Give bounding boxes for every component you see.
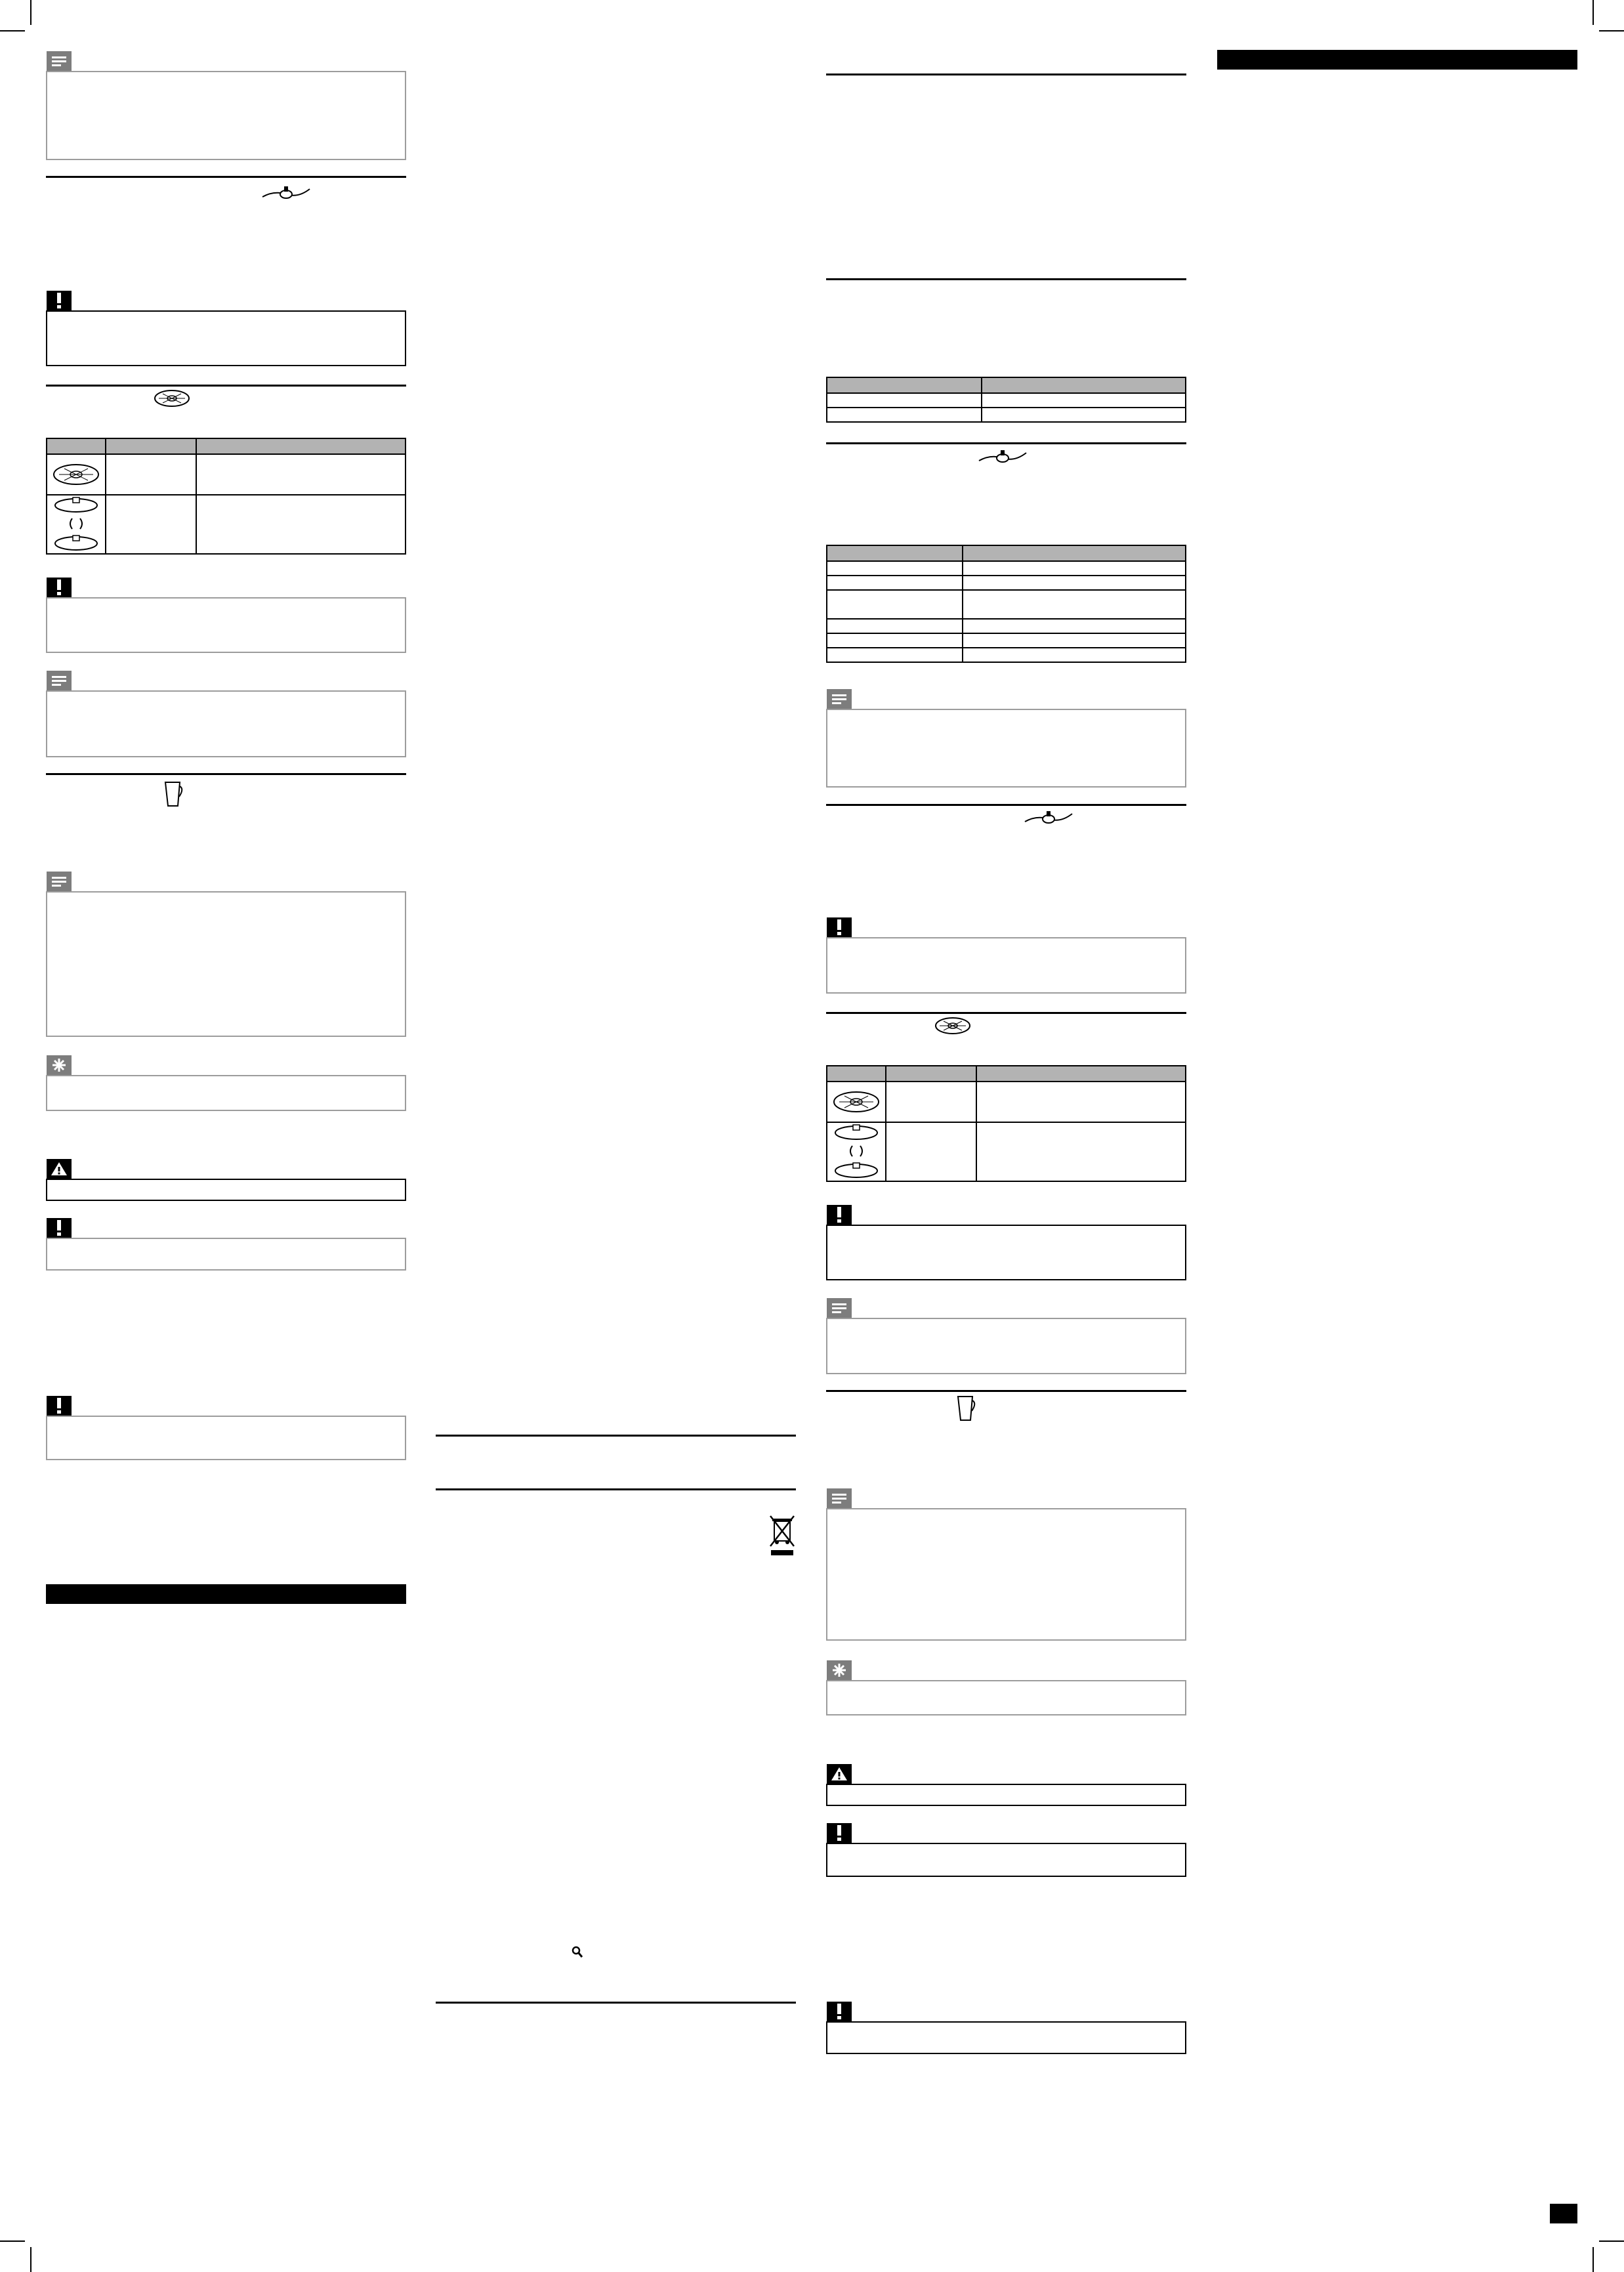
note-icon (51, 675, 67, 686)
warning-box (826, 1784, 1186, 1806)
crop-mark-bottom-left-h (0, 2240, 25, 2242)
crop-mark-top-right-v (1593, 0, 1594, 25)
table-row (827, 1082, 1186, 1122)
note-box (826, 1318, 1186, 1374)
crop-mark-top-left-h (0, 30, 25, 32)
note-icon (831, 693, 847, 705)
note-box (46, 891, 406, 1037)
note-tag (47, 872, 72, 891)
caution-box (46, 310, 406, 366)
crop-mark-top-left-v (30, 0, 31, 25)
note-icon (831, 1492, 847, 1504)
section-rule (826, 1012, 1186, 1014)
magnifier-icon (572, 1946, 583, 1959)
section-rule (436, 1488, 796, 1490)
note-icon (51, 875, 67, 887)
note-box (826, 1508, 1186, 1641)
table-header-row (47, 438, 406, 454)
warning-triangle-icon (51, 1162, 68, 1176)
tip-asterisk-icon (52, 1058, 66, 1072)
tip-box (826, 1680, 1186, 1715)
note-icon (51, 55, 67, 67)
caution-box (826, 937, 1186, 994)
caution-tag (47, 578, 72, 597)
disc-icon (934, 1016, 971, 1036)
reversible-disc-icon (51, 496, 101, 553)
table-row (827, 393, 1186, 408)
table-row (827, 619, 1186, 633)
note-tag (827, 1488, 852, 1508)
table-row (47, 454, 406, 495)
section-rule (826, 442, 1186, 444)
note-tag (827, 1298, 852, 1318)
caution-tag (827, 917, 852, 937)
exclamation-icon (836, 919, 843, 935)
chopping-blade-icon (978, 448, 1028, 469)
crop-mark-top-right-h (1599, 30, 1624, 32)
blender-jar-icon (955, 1394, 978, 1423)
tip-tag (827, 1660, 852, 1680)
caution-tag (47, 1396, 72, 1416)
disc-icon (154, 389, 190, 408)
blender-jar-icon (163, 780, 185, 809)
note-icon (831, 1302, 847, 1314)
spec-table (826, 377, 1186, 423)
table-row (827, 576, 1186, 590)
exclamation-icon (56, 1398, 62, 1414)
section-rule (826, 804, 1186, 806)
chopping-blade-icon (1024, 809, 1073, 830)
exclamation-icon (836, 1825, 843, 1841)
section-rule (46, 385, 406, 387)
slicing-disc-icon (51, 461, 101, 488)
section-rule (46, 176, 406, 178)
caution-box (46, 597, 406, 653)
caution-tag (827, 1823, 852, 1843)
table-row (827, 408, 1186, 422)
tip-tag (47, 1055, 72, 1075)
quantity-table (826, 545, 1186, 663)
caution-box (826, 1225, 1186, 1280)
warning-box (46, 1179, 406, 1201)
warning-tag (47, 1159, 72, 1179)
exclamation-icon (836, 2004, 843, 2019)
table-header-row (827, 1066, 1186, 1082)
caution-box (46, 1416, 406, 1460)
slicing-disc-icon (831, 1089, 881, 1115)
table-header-row (827, 545, 1186, 561)
crop-mark-bottom-right-h (1599, 2240, 1624, 2242)
crop-mark-bottom-left-v (30, 2247, 31, 2272)
crop-mark-bottom-right-v (1593, 2247, 1594, 2272)
exclamation-icon (56, 293, 62, 308)
exclamation-icon (836, 1207, 843, 1223)
crossed-out-bin-icon (768, 1515, 796, 1557)
caution-box (826, 2021, 1186, 2054)
page-number-tab (1550, 2204, 1577, 2223)
section-heading-bar (1217, 50, 1577, 70)
caution-tag (827, 2002, 852, 2021)
section-rule (436, 1435, 796, 1437)
table-row (47, 495, 406, 554)
warning-triangle-icon (831, 1767, 848, 1781)
note-tag (47, 51, 72, 71)
section-rule (436, 2002, 796, 2004)
table-row (827, 633, 1186, 648)
disc-table (826, 1065, 1186, 1182)
tip-asterisk-icon (832, 1663, 846, 1677)
table-header-row (827, 377, 1186, 393)
caution-box (826, 1843, 1186, 1877)
table-row (827, 648, 1186, 662)
disc-table (46, 438, 406, 555)
note-box (46, 71, 406, 160)
section-rule (46, 773, 406, 775)
table-row (827, 1122, 1186, 1181)
caution-box (46, 1238, 406, 1271)
warning-tag (827, 1764, 852, 1784)
chopping-blade-icon (261, 184, 311, 205)
tip-box (46, 1075, 406, 1111)
note-box (46, 690, 406, 757)
table-row (827, 561, 1186, 576)
reversible-disc-icon (831, 1124, 881, 1180)
caution-tag (827, 1205, 852, 1225)
note-tag (47, 671, 72, 690)
section-heading-bar (46, 1584, 406, 1604)
note-box (826, 709, 1186, 788)
note-tag (827, 689, 852, 709)
caution-tag (47, 291, 72, 310)
section-rule (826, 1390, 1186, 1392)
section-rule (826, 278, 1186, 280)
table-row (827, 590, 1186, 619)
section-rule (826, 74, 1186, 75)
caution-tag (47, 1218, 72, 1238)
exclamation-icon (56, 579, 62, 595)
exclamation-icon (56, 1220, 62, 1236)
